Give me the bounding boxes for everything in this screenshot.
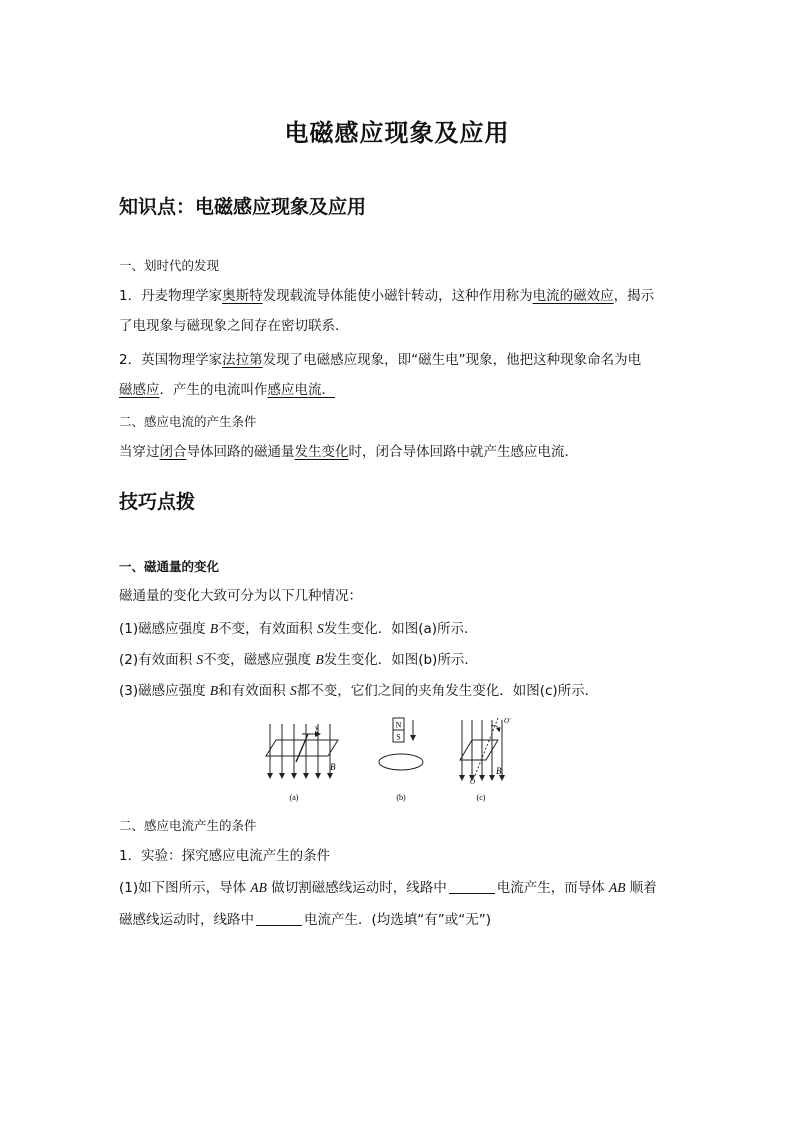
question-1-line1: (1)如下图所示，导体 AB 做切割磁感线运动时，线路中 电流产生，而导体 AB 顺着	[119, 880, 657, 896]
case-2: (2)有效面积 S不变，磁感应强度 B发生变化．如图(b)所示．	[119, 652, 478, 668]
section-heading-knowledge: 知识点：电磁感应现象及应用	[119, 196, 367, 218]
field-label-a: B	[330, 762, 336, 772]
figure-b	[379, 718, 423, 802]
subheading-conditions: 二、感应电流的产生条件	[119, 414, 257, 429]
figure-a	[266, 723, 338, 802]
question-1-line2: 磁感线运动时，线路中 电流产生．(均选填“有”或“无”)	[119, 912, 492, 928]
answer-em-induction: 磁感应	[119, 382, 160, 398]
answer-induced-current: 感应电流．	[267, 382, 335, 398]
paragraph-faraday-line2: 磁感应．产生的电流叫作感应电流．	[119, 382, 335, 398]
magnet-south-label: S	[396, 732, 401, 742]
subheading-flux-change: 一、磁通量的变化	[119, 559, 220, 574]
paragraph-flux-intro: 磁通量的变化大致可分为以下几种情况：	[119, 588, 362, 604]
subheading-induced-current-conditions: 二、感应电流产生的条件	[119, 818, 257, 833]
figure-c	[460, 717, 511, 802]
document-title: 电磁感应现象及应用	[284, 119, 510, 147]
paragraph-conditions: 当穿过闭合导体回路的磁通量发生变化时，闭合导体回路中就产生感应电流．	[119, 444, 578, 460]
answer-changes: 发生变化	[294, 444, 349, 460]
paragraph-faraday: 2．英国物理学家法拉第发现了电磁感应现象，即“磁生电”现象，他把这种现象命名为电	[119, 352, 642, 368]
figure-label-c: (c)	[476, 793, 486, 802]
field-label-c: B	[496, 766, 502, 776]
case-3: (3)磁感应强度 B和有效面积 S都不变，它们之间的夹角发生变化．如图(c)所示．	[119, 683, 599, 699]
axis-top-label: O′	[504, 717, 511, 725]
velocity-label: v	[315, 723, 319, 732]
figure-label-b: (b)	[396, 793, 406, 802]
case-1: (1)磁感应强度 B不变，有效面积 S发生变化．如图(a)所示．	[119, 621, 478, 637]
experiment-heading: 1．实验：探究感应电流产生的条件	[119, 848, 331, 864]
answer-faraday: 法拉第	[222, 352, 263, 368]
answer-blank-2[interactable]	[256, 911, 302, 926]
flux-change-figure	[258, 712, 511, 808]
answer-oersted: 奥斯特	[222, 288, 263, 304]
section-heading-tips: 技巧点拨	[119, 491, 196, 513]
answer-blank-1[interactable]	[449, 879, 495, 894]
paragraph-oersted-line2: 了电现象与磁现象之间存在密切联系．	[119, 318, 349, 334]
answer-closed: 闭合	[159, 444, 187, 460]
paragraph-oersted: 1．丹麦物理学家奥斯特发现载流导体能使小磁针转动，这种作用称为电流的磁效应，揭示	[119, 288, 655, 304]
subheading-discovery: 一、划时代的发现	[119, 258, 220, 273]
axis-bottom-label: O	[470, 778, 476, 786]
answer-magnetic-effect: 电流的磁效应	[532, 288, 614, 304]
magnet-north-label: N	[395, 720, 402, 730]
figure-label-a: (a)	[289, 793, 299, 802]
